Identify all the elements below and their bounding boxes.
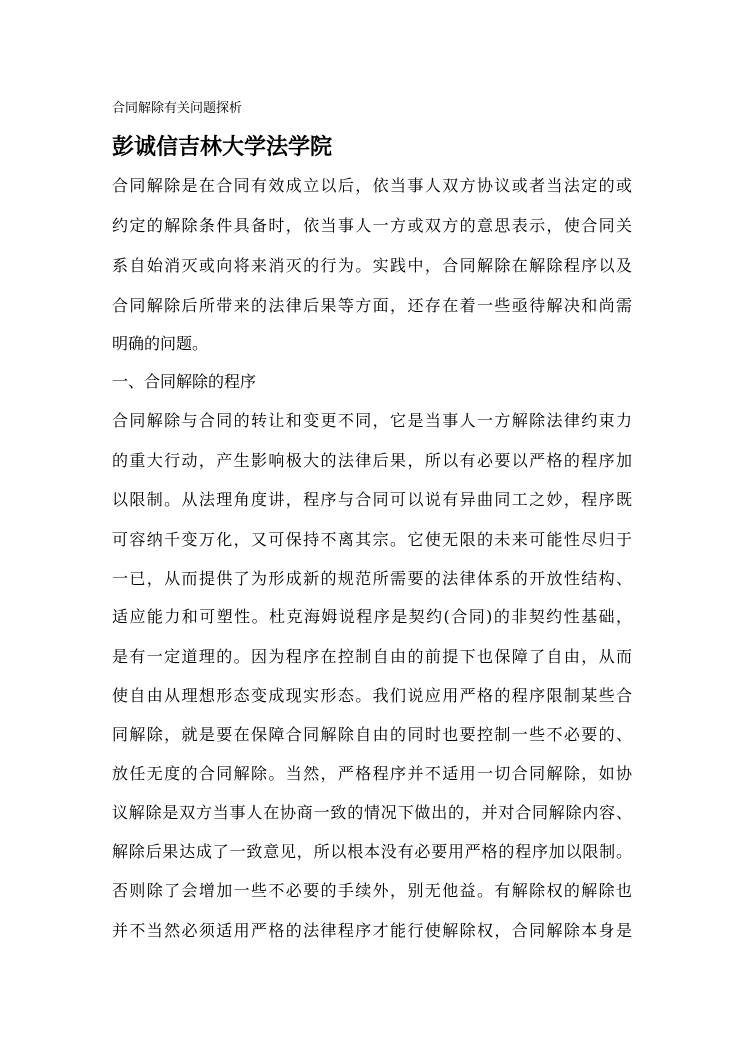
author-affiliation-title: 彭诚信吉林大学法学院	[112, 134, 333, 160]
section-heading: 一、合同解除的程序	[112, 372, 257, 391]
paragraph-line: 合同解除后所带来的法律后果等方面，还存在着一些亟待解决和尚需	[112, 296, 632, 315]
document-header: 合同解除有关问题探析	[112, 101, 243, 116]
paragraph-line: 否则除了会增加一些不必要的手续外，别无他益。有解除权的解除也	[112, 881, 632, 900]
paragraph-line: 合同解除是在合同有效成立以后，依当事人双方协议或者当法定的或	[112, 176, 632, 195]
paragraph-line: 一已，从而提供了为形成新的规范所需要的法律体系的开放性结构、	[112, 569, 632, 588]
paragraph-line: 议解除是双方当事人在协商一致的情况下做出的，并对合同解除内容、	[112, 803, 632, 822]
paragraph-line: 明确的问题。	[112, 334, 209, 353]
paragraph-line: 系自始消灭或向将来消灭的行为。实践中，合同解除在解除程序以及	[112, 256, 632, 275]
paragraph-line: 解除后果达成了一致意见，所以根本没有必要用严格的程序加以限制。	[112, 842, 632, 861]
paragraph-line: 是有一定道理的。因为程序在控制自由的前提下也保障了自由，从而	[112, 647, 632, 666]
paragraph-line: 以限制。从法理角度讲，程序与合同可以说有异曲同工之妙，程序既	[112, 490, 632, 509]
paragraph-line: 合同解除与合同的转让和变更不同，它是当事人一方解除法律约束力	[112, 411, 632, 430]
paragraph-line: 适应能力和可塑性。杜克海姆说程序是契约(合同)的非契约性基础，	[112, 607, 632, 626]
paragraph-line: 约定的解除条件具备时，依当事人一方或双方的意思表示，使合同关	[112, 216, 632, 235]
paragraph-line: 可容纳千变万化，又可保持不离其宗。它使无限的未来可能性尽归于	[112, 530, 632, 549]
paragraph-line: 放任无度的合同解除。当然，严格程序并不适用一切合同解除，如协	[112, 764, 632, 783]
paragraph-line: 同解除，就是要在保障合同解除自由的同时也要控制一些不必要的、	[112, 725, 632, 744]
paragraph-line: 并不当然必须适用严格的法律程序才能行使解除权，合同解除本身是	[112, 921, 632, 940]
paragraph-line: 使自由从理想形态变成现实形态。我们说应用严格的程序限制某些合	[112, 686, 632, 705]
paragraph-line: 的重大行动，产生影响极大的法律后果，所以有必要以严格的程序加	[112, 451, 632, 470]
